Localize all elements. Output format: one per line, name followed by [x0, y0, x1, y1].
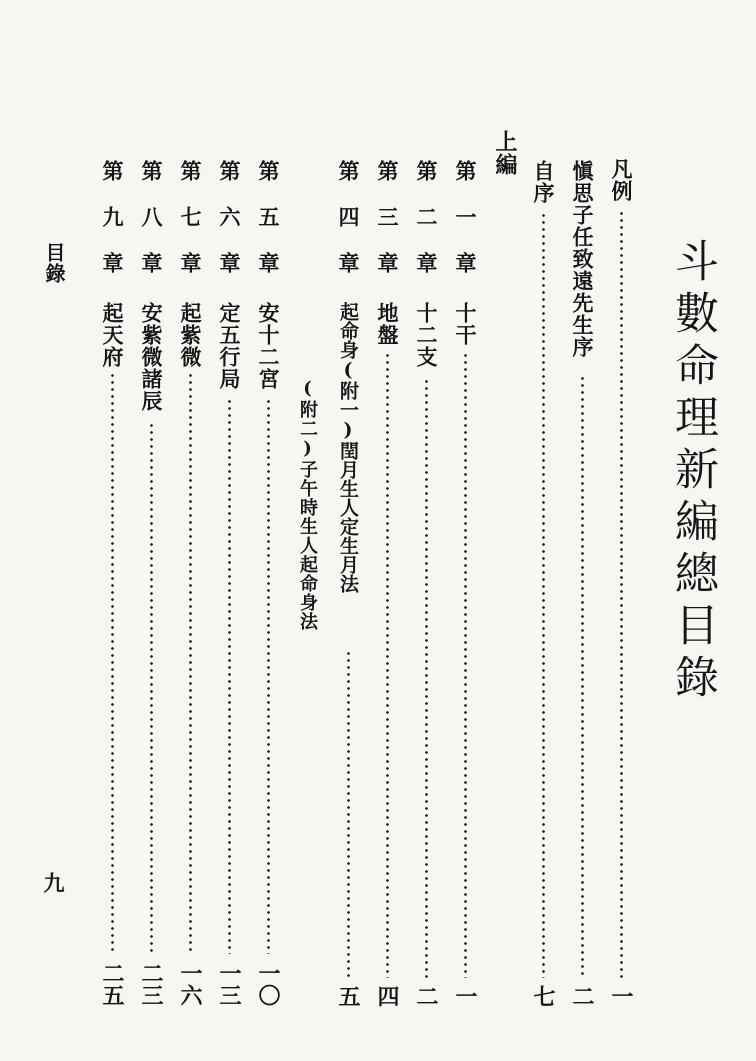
entry-page-number: 一〇: [255, 962, 281, 1006]
part-heading: 上編: [492, 130, 518, 176]
entry-page-number: 一六: [177, 962, 203, 1006]
chapter-subtitle: (附二)子午時生人起命身法: [297, 378, 318, 631]
leader-dots: [542, 212, 545, 978]
chapter-prefix: 第: [336, 160, 361, 181]
chapter-title: 安十二宮: [256, 302, 281, 390]
chapter-prefix: 第: [414, 160, 439, 181]
chapter-prefix: 第: [217, 160, 242, 181]
chapter-title: 地盤: [375, 302, 400, 346]
chapter-suffix: 章: [375, 252, 400, 273]
chapter-number: 五: [256, 206, 281, 227]
chapter-title: 起天府: [100, 302, 125, 368]
entry-page-number: 二: [413, 985, 439, 1007]
entry-page-number: 七: [530, 985, 556, 1007]
chapter-prefix: 第: [100, 160, 125, 181]
chapter-suffix: 章: [100, 252, 125, 273]
leader-dots: [228, 398, 231, 954]
chapter-prefix: 第: [375, 160, 400, 181]
chapter-suffix: 章: [336, 252, 361, 273]
leader-dots: [189, 372, 192, 954]
page-title: 斗數命理新編總目錄: [667, 238, 718, 706]
chapter-title: 起紫微: [178, 302, 203, 368]
chapter-prefix: 第: [139, 160, 164, 181]
entry-page-number: 一三: [216, 962, 242, 1006]
chapter-prefix: 第: [256, 160, 281, 181]
margin-section-label: 目錄: [42, 242, 66, 284]
chapter-suffix: 章: [453, 252, 478, 273]
chapter-title: 定五行局: [217, 302, 242, 390]
chapter-suffix: 章: [178, 252, 203, 273]
chapter-suffix: 章: [139, 252, 164, 273]
page-number: 九: [41, 872, 66, 893]
entry-name: 凡例: [609, 158, 634, 202]
leader-dots: [150, 422, 153, 954]
chapter-suffix: 章: [414, 252, 439, 273]
chapter-number: 三: [375, 206, 400, 227]
chapter-title: 十二支: [414, 302, 439, 368]
leader-dots: [267, 398, 270, 954]
leader-dots: [111, 372, 114, 954]
entry-page-number: 五: [335, 985, 361, 1007]
chapter-suffix: 章: [217, 252, 242, 273]
entry-page-number: 二五: [99, 962, 125, 1006]
chapter-number: 六: [217, 206, 242, 227]
chapter-prefix: 第: [178, 160, 203, 181]
entry-name: 自序: [531, 160, 556, 204]
entry-page-number: 二三: [138, 962, 164, 1006]
chapter-prefix: 第: [453, 160, 478, 181]
entry-page-number: 二: [569, 985, 595, 1007]
leader-dots: [581, 375, 584, 978]
entry-page-number: 一: [608, 985, 634, 1007]
chapter-number: 二: [414, 206, 439, 227]
chapter-title: 十干: [453, 302, 478, 346]
chapter-number: 七: [178, 206, 203, 227]
leader-dots: [620, 210, 623, 978]
chapter-title: 起命身(附一)閏月生人定生月法: [337, 302, 359, 593]
entry-page-number: 一: [452, 985, 478, 1007]
chapter-suffix: 章: [256, 252, 281, 273]
leader-dots: [386, 352, 389, 978]
chapter-number: 九: [100, 206, 125, 227]
chapter-number: 八: [139, 206, 164, 227]
leader-dots: [347, 650, 350, 978]
leader-dots: [464, 352, 467, 978]
chapter-number: 四: [336, 206, 361, 227]
chapter-title: 安紫微諸辰: [139, 302, 164, 412]
entry-name: 愼思子任致遠先生序: [570, 160, 595, 358]
entry-page-number: 四: [374, 985, 400, 1007]
chapter-number: 一: [453, 206, 478, 227]
leader-dots: [425, 378, 428, 978]
